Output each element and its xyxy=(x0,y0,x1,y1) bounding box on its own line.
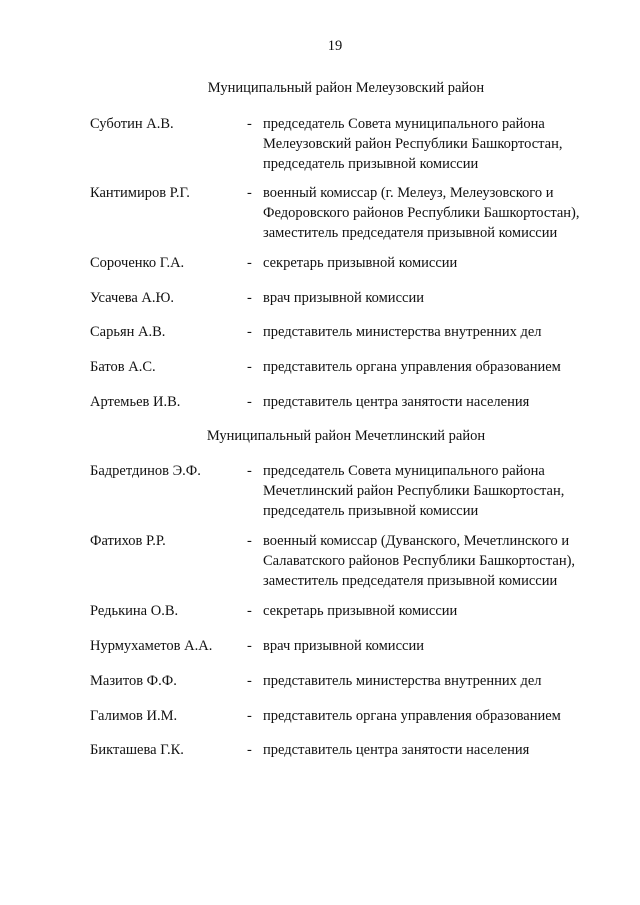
role-line: председатель призывной комиссии xyxy=(263,503,479,519)
member-name: Фатихов Р.Р. xyxy=(90,533,166,549)
dash: - xyxy=(247,603,252,619)
dash: - xyxy=(247,359,252,375)
member-role xyxy=(263,114,603,174)
member-entry xyxy=(90,288,610,308)
member-name: Сороченко Г.А. xyxy=(90,255,185,271)
role-line: Мелеузовский район Республики Башкортостан, xyxy=(263,136,563,152)
member-role xyxy=(263,706,603,726)
member-role xyxy=(263,392,603,412)
member-entry xyxy=(90,253,610,273)
member-entry xyxy=(90,671,610,691)
role-line: Федоровского районов Республики Башкортостан), xyxy=(263,205,580,221)
member-entry xyxy=(90,114,610,172)
member-entry xyxy=(90,392,610,412)
role-line: секретарь призывной комиссии xyxy=(263,603,458,619)
member-role xyxy=(263,601,603,621)
dash: - xyxy=(247,290,252,306)
role-line: представитель органа управления образованием xyxy=(263,708,561,724)
member-name: Галимов И.М. xyxy=(90,708,178,724)
member-role xyxy=(263,322,603,342)
member-entry xyxy=(90,601,610,621)
role-line: председатель Совета муниципального района xyxy=(263,463,545,479)
member-role xyxy=(263,357,603,377)
role-line: заместитель председателя призывной комиссии xyxy=(263,225,558,241)
member-role xyxy=(263,671,603,691)
member-entry xyxy=(90,740,610,760)
member-name: Суботин А.В. xyxy=(90,116,174,132)
member-name: Батов А.С. xyxy=(90,359,156,375)
member-role xyxy=(263,183,603,243)
member-entry xyxy=(90,531,610,589)
dash: - xyxy=(247,394,252,410)
role-line: заместитель председателя призывной комиссии xyxy=(263,573,558,589)
dash: - xyxy=(247,255,252,271)
dash: - xyxy=(247,742,252,758)
member-name: Бадретдинов Э.Ф. xyxy=(90,463,201,479)
member-role xyxy=(263,531,603,591)
member-entry xyxy=(90,357,610,377)
role-line: председатель Совета муниципального района xyxy=(263,116,545,132)
section-title: Муниципальный район Мечетлинский район xyxy=(206,428,486,444)
member-role xyxy=(263,636,603,656)
member-role xyxy=(263,740,603,760)
member-entry xyxy=(90,322,610,342)
member-name: Артемьев И.В. xyxy=(90,394,181,410)
dash: - xyxy=(247,116,252,132)
role-line: представитель центра занятости населения xyxy=(263,394,530,410)
role-line: представитель министерства внутренних дел xyxy=(263,324,542,340)
member-name: Мазитов Ф.Ф. xyxy=(90,673,177,689)
member-entry xyxy=(90,461,610,519)
role-line: Мечетлинский район Республики Башкортостан, xyxy=(263,483,565,499)
role-line: представитель центра занятости населения xyxy=(263,742,530,758)
member-entry xyxy=(90,706,610,726)
member-role xyxy=(263,288,603,308)
dash: - xyxy=(247,185,252,201)
section-title: Муниципальный район Мелеузовский район xyxy=(207,80,485,96)
member-role xyxy=(263,461,603,521)
role-line: секретарь призывной комиссии xyxy=(263,255,458,271)
page-number: 19 xyxy=(327,38,343,54)
dash: - xyxy=(247,533,252,549)
member-entry xyxy=(90,183,610,241)
role-line: представитель министерства внутренних дел xyxy=(263,673,542,689)
dash: - xyxy=(247,638,252,654)
role-line: представитель органа управления образованием xyxy=(263,359,561,375)
role-line: врач призывной комиссии xyxy=(263,290,424,306)
member-name: Кантимиров Р.Г. xyxy=(90,185,190,201)
role-line: врач призывной комиссии xyxy=(263,638,424,654)
role-line: военный комиссар (г. Мелеуз, Мелеузовского и xyxy=(263,185,554,201)
member-role xyxy=(263,253,603,273)
role-line: военный комиссар (Дуванского, Мечетлинского и xyxy=(263,533,570,549)
dash: - xyxy=(247,463,252,479)
role-line: председатель призывной комиссии xyxy=(263,156,479,172)
member-name: Сарьян А.В. xyxy=(90,324,166,340)
member-entry xyxy=(90,636,610,656)
dash: - xyxy=(247,708,252,724)
member-name: Усачева А.Ю. xyxy=(90,290,175,306)
dash: - xyxy=(247,324,252,340)
member-name: Бикташева Г.К. xyxy=(90,742,184,758)
role-line: Салаватского районов Республики Башкортостан), xyxy=(263,553,576,569)
dash: - xyxy=(247,673,252,689)
member-name: Редькина О.В. xyxy=(90,603,179,619)
member-name: Нурмухаметов А.А. xyxy=(90,638,213,654)
